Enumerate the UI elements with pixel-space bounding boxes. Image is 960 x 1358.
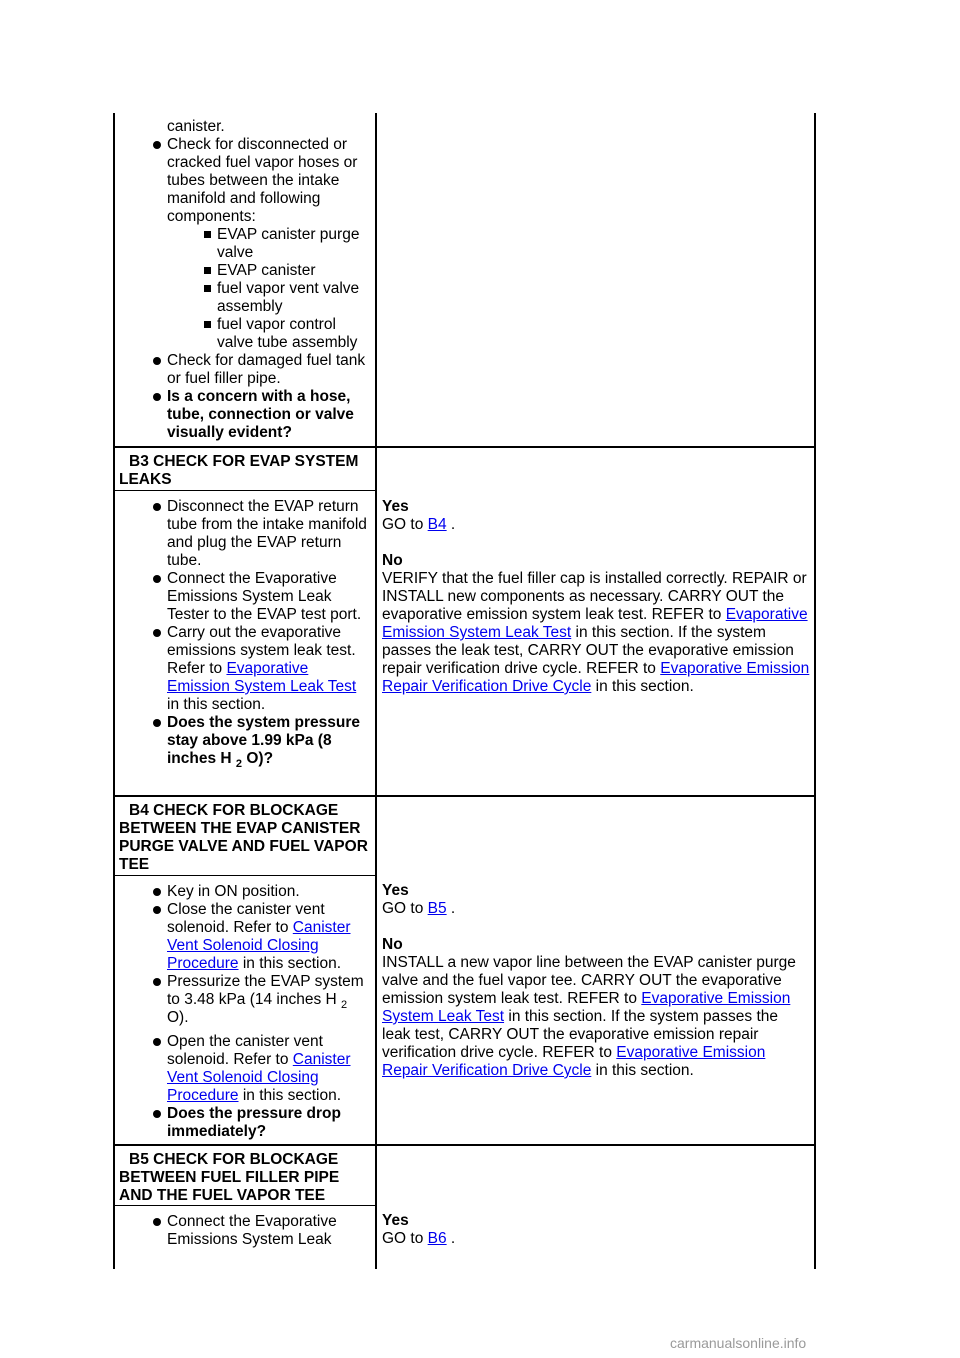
step-heading-text: B4 CHECK FOR BLOCKAGE BETWEEN THE EVAP CANISTER PURGE VALVE AND FUEL VAPOR TEE	[119, 802, 368, 873]
list-item: Check for disconnected or cracked fuel vapor hoses or tubes between the intake manifold and following components:	[119, 136, 371, 226]
action-text: INSTALL a new vapor line between the EVAP canister purge valve and the fuel vapor tee. CARRY OUT the evaporative emission system leak test. REFER to	[382, 954, 796, 1007]
yes-label: Yes	[382, 1212, 409, 1229]
item-text: O).	[167, 1009, 189, 1026]
question-text: Does the system pressure stay above 1.99 kPa (8 inches H	[167, 714, 360, 767]
step-results-b5	[382, 1212, 810, 1248]
step-heading-b3	[119, 453, 371, 489]
list-item: Disconnect the EVAP return tube from the intake manifold and plug the EVAP return tube.	[119, 498, 371, 570]
action-text: .	[446, 1230, 456, 1247]
yes-action	[382, 516, 810, 534]
drive-cycle-link[interactable]: Evaporative Emission Repair Verification Drive Cycle	[382, 660, 810, 695]
step-heading-text: B3 CHECK FOR EVAP SYSTEM LEAKS	[119, 453, 359, 488]
yes-action	[382, 900, 810, 918]
row-divider	[113, 875, 377, 876]
row-divider	[113, 490, 377, 491]
action-text: .	[446, 900, 456, 917]
list-item	[119, 901, 371, 973]
step-heading-text: B5 CHECK FOR BLOCKAGE BETWEEN FUEL FILLER PIPE AND THE FUEL VAPOR TEE	[119, 1151, 340, 1204]
action-text: in this section. If the system passes the leak test, CARRY OUT the evaporative emission repair verification drive cycle. REFER to	[382, 624, 794, 677]
step-question: Does the pressure drop immediately?	[119, 1105, 371, 1141]
list-item: Connect the Evaporative Emissions System Leak Tester to the EVAP test port.	[119, 570, 371, 624]
list-item	[119, 1033, 371, 1105]
row-divider	[113, 1205, 377, 1206]
yes-action	[382, 1230, 810, 1248]
action-text: .	[446, 516, 456, 533]
goto-b6-link[interactable]: B6	[427, 1230, 447, 1247]
vent-solenoid-link[interactable]: Canister Vent Solenoid Closing Procedure	[167, 1051, 351, 1104]
list-item: fuel vapor vent valve assembly	[119, 280, 371, 316]
drive-cycle-link[interactable]: Evaporative Emission Repair Verification Drive Cycle	[382, 1044, 766, 1079]
item-text: Pressurize the EVAP system to 3.48 kPa (14 inches H	[167, 973, 364, 1008]
leak-test-link[interactable]: Evaporative Emission System Leak Test	[382, 606, 808, 641]
table-border-mid	[375, 113, 377, 1269]
vent-solenoid-link[interactable]: Canister Vent Solenoid Closing Procedure	[167, 919, 351, 972]
action-text: GO to	[382, 516, 428, 533]
step-heading-b5	[119, 1151, 371, 1205]
no-label: No	[382, 552, 403, 569]
row-divider	[113, 1144, 816, 1146]
item-text: in this section.	[238, 955, 342, 972]
continuation-steps	[119, 118, 371, 442]
action-text: in this section.	[591, 1062, 694, 1079]
action-text: VERIFY that the fuel filler cap is installed correctly. REPAIR or INSTALL new components as necessary. CARRY OUT the evaporative emission system leak test. REFER to	[382, 570, 807, 623]
action-text: GO to	[382, 1230, 428, 1247]
action-text: in this section.	[591, 678, 694, 695]
goto-b4-link[interactable]: B4	[427, 516, 447, 533]
item-text: in this section.	[167, 696, 266, 713]
step-actions-b4	[119, 883, 371, 1141]
list-item: EVAP canister purge valve	[119, 226, 371, 262]
table-border-right	[814, 113, 816, 1269]
list-item	[119, 973, 371, 1027]
item-text: in this section.	[238, 1087, 342, 1104]
list-item: Key in ON position.	[119, 883, 371, 901]
no-label: No	[382, 936, 403, 953]
leak-test-link[interactable]: Evaporative Emission System Leak Test	[382, 990, 791, 1025]
list-item	[119, 624, 371, 714]
row-divider	[113, 795, 816, 797]
no-action	[382, 954, 810, 1080]
watermark: carmanualsonline.info	[670, 1335, 807, 1351]
item-text: Close the canister vent solenoid. Refer to	[167, 901, 325, 936]
yes-label: Yes	[382, 498, 409, 515]
list-item: Connect the Evaporative Emissions System Leak	[119, 1213, 371, 1249]
step-results-b3	[382, 498, 810, 696]
action-text: GO to	[382, 900, 428, 917]
step-actions-b5	[119, 1213, 371, 1249]
step-heading-b4	[119, 802, 371, 874]
subscript: 2	[235, 758, 243, 770]
yes-label: Yes	[382, 882, 409, 899]
leak-test-link[interactable]: Evaporative Emission System Leak Test	[167, 660, 357, 695]
step-results-b4	[382, 882, 810, 1080]
list-item: EVAP canister	[119, 262, 371, 280]
question-text: O)?	[242, 750, 274, 767]
step-question	[119, 714, 371, 768]
component-list	[119, 226, 371, 352]
goto-b5-link[interactable]: B5	[427, 900, 447, 917]
item-text: Open the canister vent solenoid. Refer to	[167, 1033, 323, 1068]
row-divider	[113, 446, 816, 448]
continuation-text: canister.	[167, 118, 225, 135]
item-text: Carry out the evaporative emissions system leak test. Refer to	[167, 624, 356, 677]
step-actions-b3	[119, 498, 371, 768]
list-item: fuel vapor control valve tube assembly	[119, 316, 371, 352]
action-text: in this section. If the system passes the leak test, CARRY OUT the evaporative emission repair verification drive cycle. REFER to	[382, 1008, 779, 1061]
subscript: 2	[341, 999, 348, 1011]
no-action	[382, 570, 810, 696]
table-border-left	[113, 113, 115, 1269]
step-question: Is a concern with a hose, tube, connection or valve visually evident?	[119, 388, 371, 442]
list-item: Check for damaged fuel tank or fuel filler pipe.	[119, 352, 371, 388]
